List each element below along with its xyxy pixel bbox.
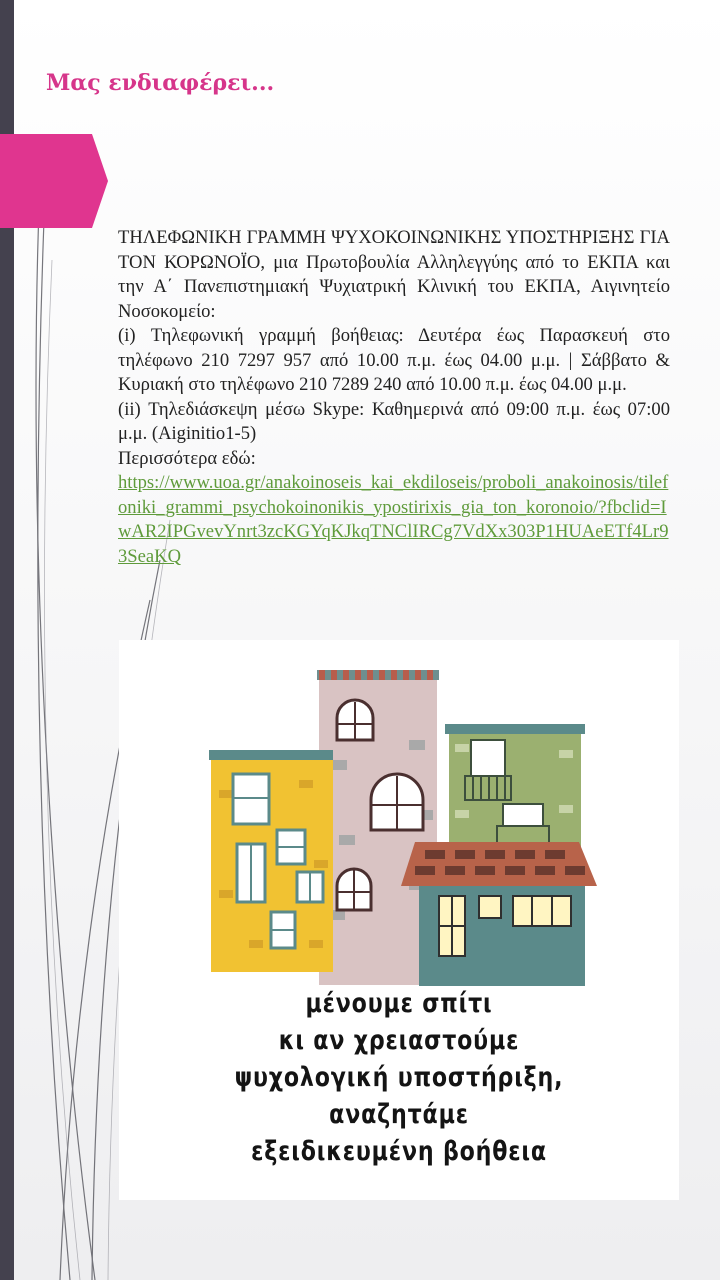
poster-line-5: εξειδικευμένη βοήθεια	[251, 1136, 547, 1167]
poster-line-2: κι αν χρειαστούμε	[278, 1025, 520, 1056]
pink-arrow-accent	[0, 134, 110, 228]
source-link[interactable]: https://www.uoa.gr/anakoinoseis_kai_ekdiloseis/proboli_anakoinosis/tilefoniki_grammi_psychokoinonikis_ypostirixis_gia_ton_koronoio/?fbclid=IwAR2IPGvevYnrt3zcKGYqKJkqTNClIRCg7VdXx303P1HUAeETf4Lr93SeaKQ	[118, 472, 669, 567]
poster-line-1: μένουμε σπίτι	[305, 988, 493, 1019]
poster-line-3: ψυχολογική υποστήριξη,	[234, 1062, 564, 1093]
page-title: Μας ενδιαφέρει...	[46, 70, 275, 96]
phone-line-paragraph: (i) Τηλεφωνική γραμμή βοήθειας: Δευτέρα έως Παρασκευή στο τηλέφωνο 210 7297 957 από 10.00 π.μ. έως 04.00 μ.μ. | Σάββατο & Κυριακή στο τηλέφωνο 210 7289 240 από 10.00 π.μ. έως 04.00 μ.μ.	[118, 325, 670, 395]
article-body	[118, 226, 670, 569]
more-label: Περισσότερα εδώ:	[118, 447, 256, 469]
yellow-building	[209, 750, 333, 972]
poster-slogan	[119, 985, 679, 1170]
stay-home-poster	[119, 640, 679, 1200]
teal-house	[401, 842, 597, 986]
intro-paragraph: ΤΗΛΕΦΩΝΙΚΗ ΓΡΑΜΜΗ ΨΥΧΟΚΟΙΝΩΝΙΚΗΣ ΥΠΟΣΤΗΡΙΞΗΣ ΓΙΑ ΤΟΝ ΚΟΡΩΝΟΪΟ, μια Πρωτοβουλία Αλληλεγγύης από το ΕΚΠΑ και την Α΄ Πανεπιστημιακή Ψυχιατρική Κλινική του ΕΚΠΑ, Αιγινητείο Νοσοκομείο:	[118, 227, 670, 322]
green-building	[445, 724, 585, 854]
poster-line-4: αναζητάμε	[329, 1099, 469, 1130]
skype-paragraph: (ii) Τηλεδιάσκεψη μέσω Skype: Καθημερινά από 09:00 π.μ. έως 07:00 μ.μ. (Aiginitio1-5)	[118, 398, 670, 444]
